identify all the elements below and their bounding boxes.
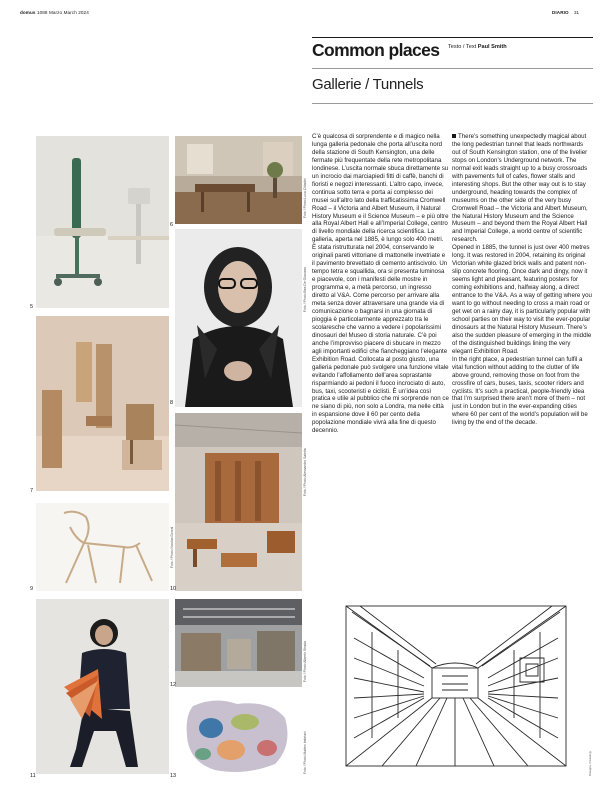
paragraph-marker — [452, 134, 456, 138]
subtitle-rule — [312, 68, 593, 69]
figure-number-10: 10 — [170, 586, 177, 592]
caption-10: Foto / Photo Alessandro Saletta — [303, 448, 307, 496]
magazine-name: domus — [20, 10, 36, 15]
article-title: Common places — [312, 40, 440, 60]
photo-interior — [175, 136, 302, 224]
english-text-column — [452, 133, 592, 591]
photo-rug — [175, 692, 302, 780]
tunnel-sketch — [312, 598, 593, 776]
photo-exhibition-hall — [175, 599, 302, 687]
caption-8: Foto / Photo Bea De Giacomo — [303, 266, 307, 312]
caption-6: Foto / Photo Luca Cittadini — [303, 178, 307, 218]
photo-wooden-objects — [36, 316, 169, 491]
figure-number-9: 9 — [30, 586, 34, 592]
figure-number-12: 12 — [170, 682, 177, 688]
english-body-3: In the right place, a pedestrian tunnel can fulfil a vital function without adding to the clutter of life above ground, removing those on foot from the crossfire of cars, buses, taxis, scooter riders and cyclists. It’s such a practical, people-friendly idea that I’m surprised there aren’t more of them – not just in London but in the ever-expanding cities where 60 per cent of the world’s population will be living by the end of the decade. — [452, 355, 588, 427]
caption-12: Foto / Photo Alberto Strada — [303, 641, 307, 682]
english-body-1: There’s something unexpectedly magical about the long pedestrian tunnel that leads northwards out of South Kensington station, one of the livelier stops on London’s Underground network. The normal exit leads straight up to a busy crossroads with pavements full of cafes, flower stalls and interesting shops. But the other way out is to stay underground, heading towards the complex of museums on the other side of the very busy Cromwell Road – the Victoria and Albert Museum, the Natural History Museum and the Science Museum – and beyond them the Royal Albert Hall and Imperial College, a world centre of scientific research. — [452, 133, 588, 244]
author-credit — [448, 44, 507, 50]
subtitle-rule-bottom — [312, 103, 593, 104]
figure-number-13: 13 — [170, 773, 177, 779]
caption-13: Foto / Photo Matteo Imbriani — [303, 731, 307, 774]
caption-sketch: Disegno / Drawing — [588, 751, 592, 776]
photo-wood-interior — [175, 413, 302, 591]
title-rule — [312, 37, 593, 38]
figure-number-8: 8 — [170, 400, 174, 406]
photo-portrait — [175, 229, 302, 407]
credit-label: Testo / Text — [448, 44, 477, 50]
article-subtitle: Gallerie / Tunnels — [312, 76, 424, 93]
credit-author: Paul Smith — [477, 44, 507, 50]
page-number: 31 — [574, 10, 580, 15]
english-body-2: Opened in 1885, the tunnel is just over 400 metres long. It was restored in 2004, retaining its original Victorian white glazed brick walls and patent non-slip concrete flooring. Once dark and dingy, now it seems light and pleasant, featuring posters for coming exhibitions and, halfway along, a direct entrance to the V&A. As a way of getting where you want to go without needing to cross a main road or get wet on a rainy day, it is particularly popular with school parties on their way to visit the ever-popular dinosaurs at the Natural History Museum. There’s also the sudden pleasure of emerging in the middle of the distinguished buildings lining the very elegant Exhibition Road. — [452, 244, 592, 355]
photo-wire-chair — [36, 503, 169, 591]
photo-person-fan — [36, 599, 169, 774]
running-header — [20, 10, 89, 15]
section-label: DIARIO — [552, 10, 569, 15]
photo-chair — [36, 136, 169, 308]
figure-number-7: 7 — [30, 488, 34, 494]
caption-9: Foto / Photo Nicolas Dorval — [170, 526, 174, 568]
italian-body: C’è qualcosa di sorprendente e di magico nella lunga galleria pedonale che porta all’uscita nord della stazione di South Kensington, una delle fermate più frequentate della rete metropolitana londinese. L’uscita normale sbuca direttamente su un incrocio dai marciapiedi fitti di caffè, banchi di fioristi e negozi interessanti. L’altro capo, invece, continua sotto terra e porta ai complesso dei musei sull’altro lato della trafficatissima Cromwell Road – il Victoria and Albert Museum, il Natural History Museum e il Science Museum – e più oltre alla Royal Albert Hall e all’Imperial College, centro di livello mondiale della ricerca scientifica. La galleria, aperta nel 1885, è lungo solo 400 metri. È stata ristrutturata nel 2004, conservando le originali pareti vittoriane di mattonelle invetriate e il pavimento brevettato di cemento antiscivolo. Un tempo tetra e squallida, ora si presenta luminosa e piacevole, con i manifesti delle mostre in programma e, a metà percorso, un ingresso diretto al V&A. Come percorso per arrivare alla meta senza dover attraversare una grande via di comunicazione o bagnarsi in una giornata di pioggia è particolarmente apprezzato tra le scolaresche che vanno a vedere i popolarissimi dinosauri del Museo di storia naturale. C’è poi anche l’improvviso piacere di sbucare in mezzo agli importanti edifici che fiancheggiano l’elegante Exhibition Road. Collocata al posto giusto, una galleria pedonale può svolgere una funzione vitale evitando l’affollamento dell’area soprastante risparmiando ai pedoni il fuoco incrociato di auto, bus, taxi, scooteristi e ciclisti. È un’idea così pratica e utile al pubblico che mi sorprende non ce ne siano di più, non solo a Londra, ma nelle città in espansione dove il 60 per cento della popolazione mondiale vivrà alla fine di questo decennio. — [312, 133, 449, 435]
figure-number-5: 5 — [30, 304, 34, 310]
italian-text-column — [312, 133, 449, 593]
issue-date: 1088 Marzo March 2024 — [36, 10, 89, 15]
figure-number-6: 6 — [170, 222, 174, 228]
figure-number-11: 11 — [30, 773, 36, 779]
